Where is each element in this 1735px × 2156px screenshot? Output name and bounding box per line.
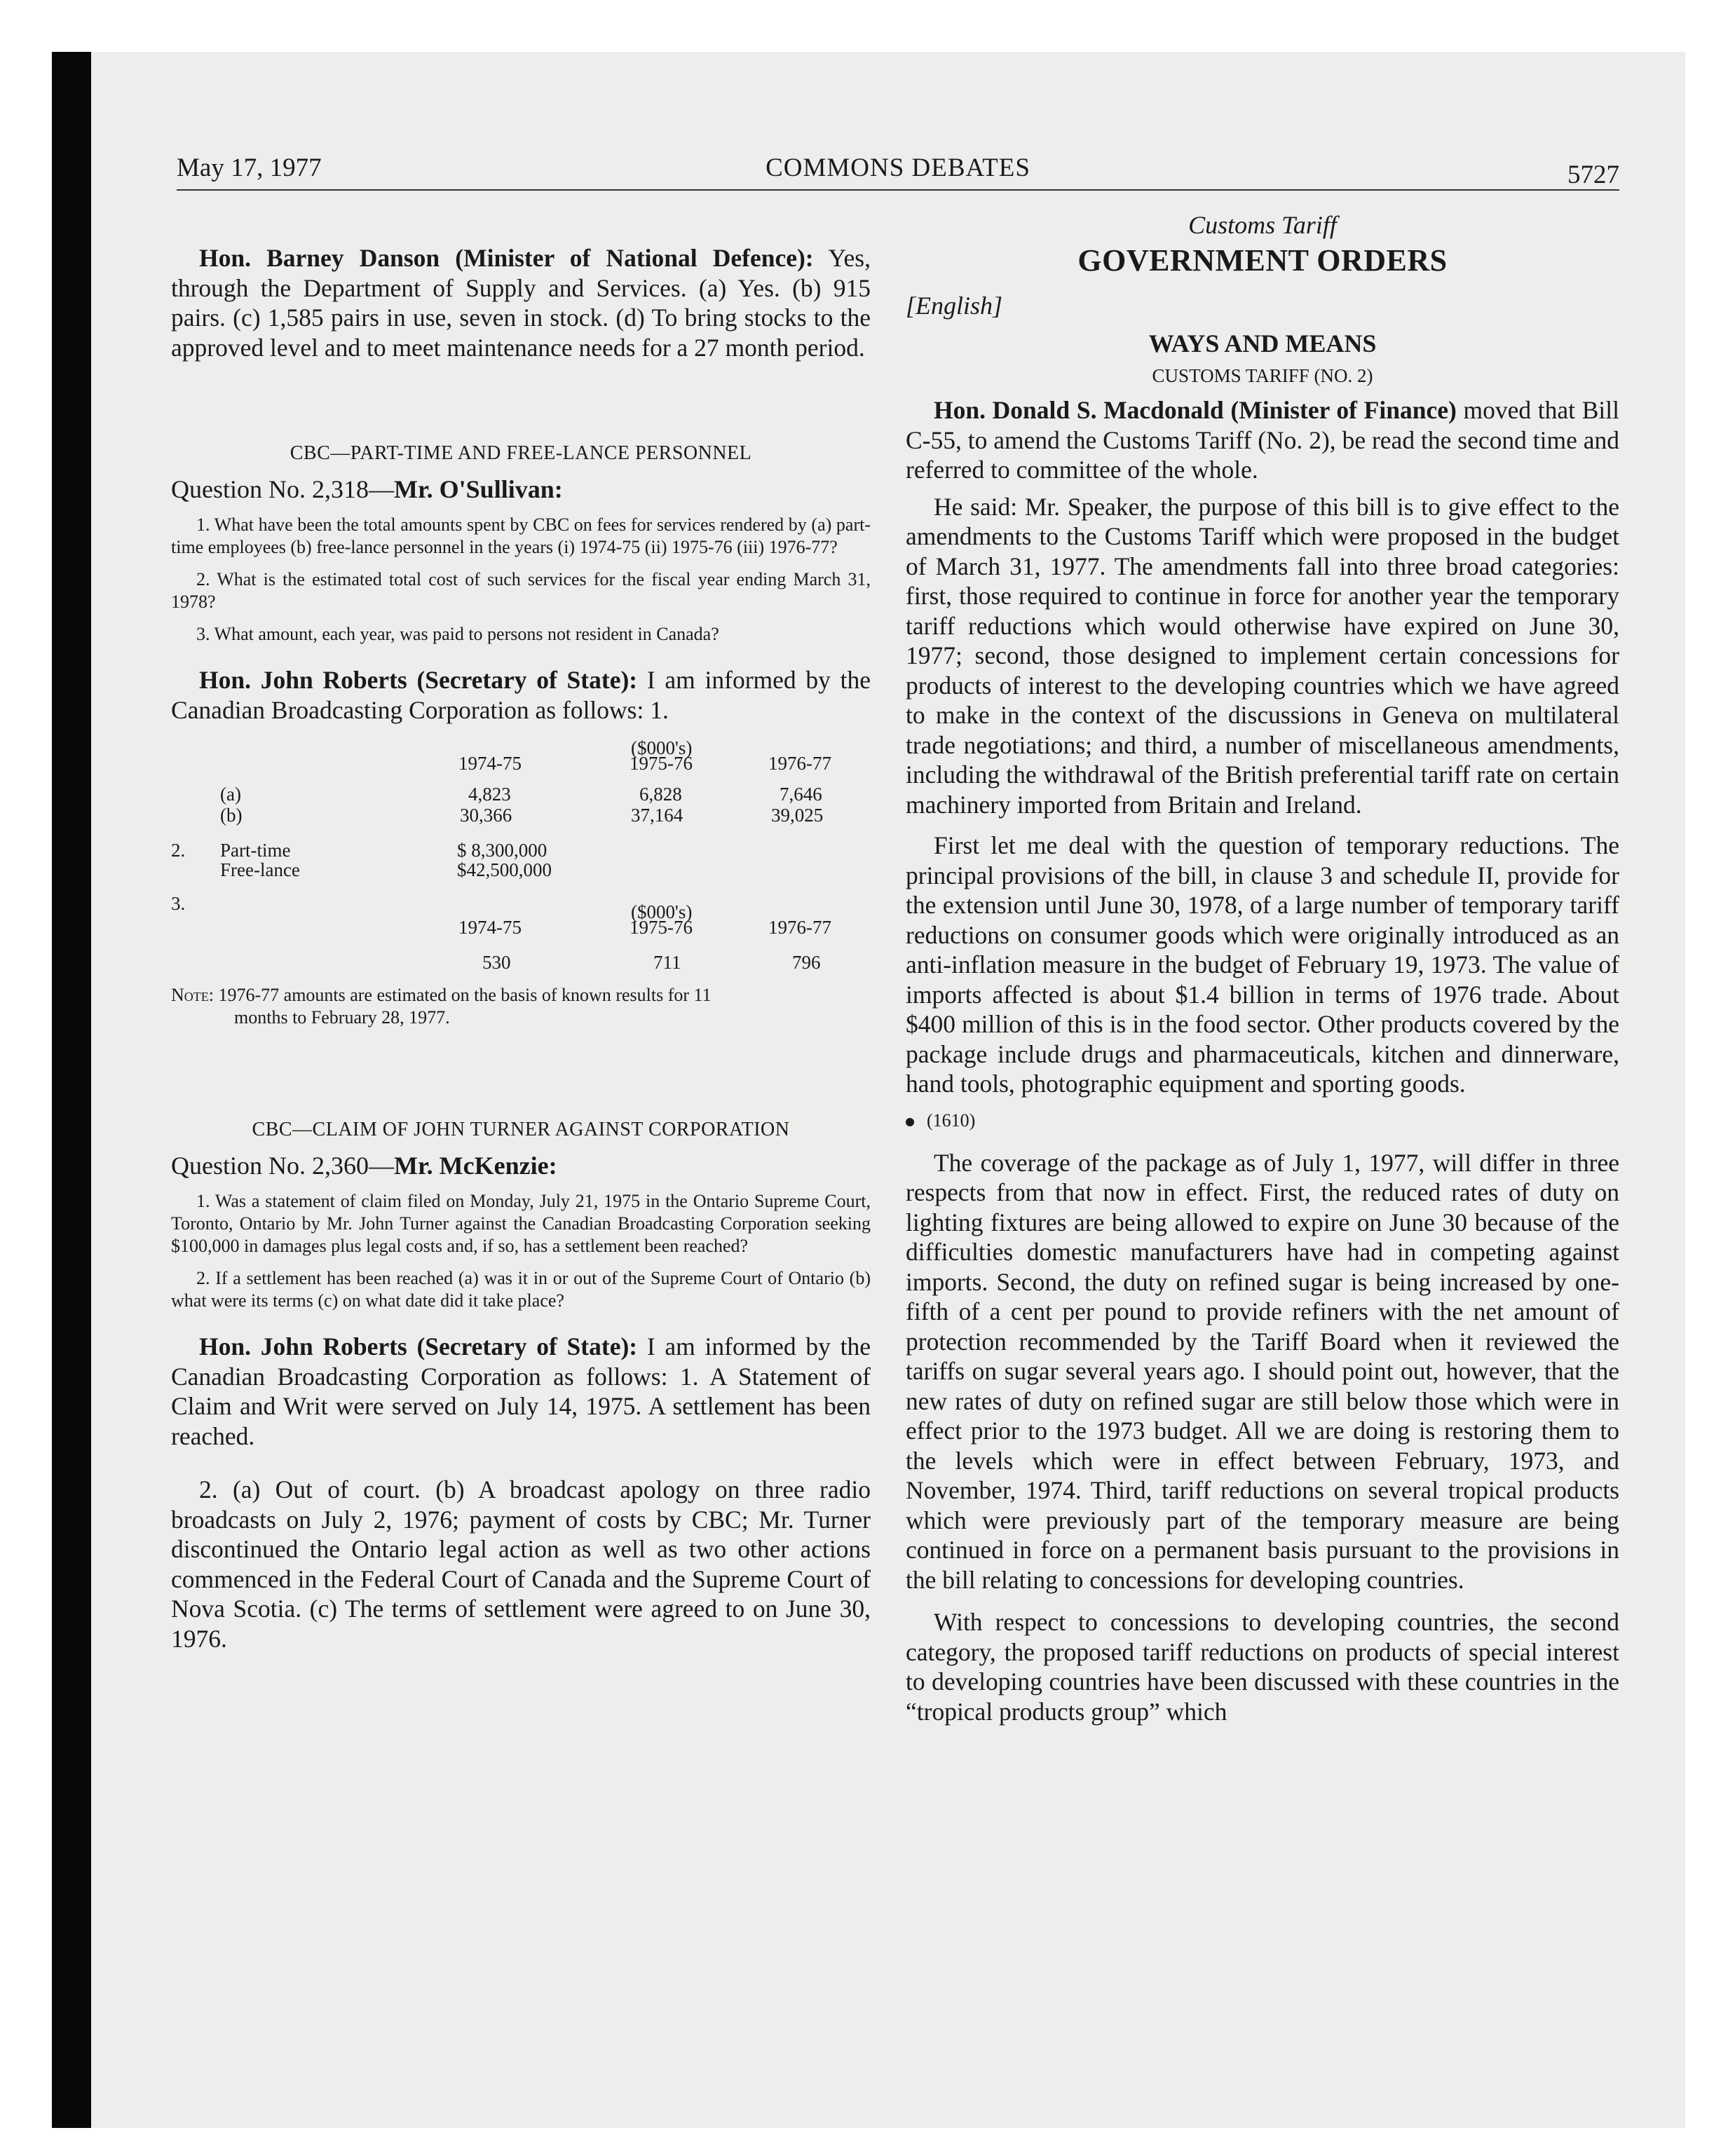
q2318-question-head (171, 475, 871, 504)
running-subject: Customs Tariff (1188, 211, 1337, 239)
scan-edge (52, 52, 91, 2128)
answer-danson (171, 243, 871, 362)
q2318-note (171, 984, 871, 1007)
q2318-label: Question No. 2,318— (171, 475, 394, 503)
table-freelance-value: $42,500,000 (457, 859, 552, 880)
running-head (177, 153, 1619, 191)
table3-year-1: 1974-75 (458, 917, 522, 938)
speaker-roberts-1: Hon. John Roberts (Secretary of State): (199, 666, 638, 694)
q2318-answer-table (171, 737, 871, 976)
q2360-heading: CBC—CLAIM OF JOHN TURNER AGAINST CORPORATION (252, 1119, 790, 1140)
table-row-b-value-3: 39,025 (771, 805, 824, 826)
speaker-danson: Hon. Barney Danson (Minister of National Defence): (199, 244, 814, 272)
time-marker-text: (1610) (927, 1110, 976, 1131)
q2360-item-1: 1. Was a statement of claim filed on Monday, July 21, 1975 in the Ontario Supreme Court, Toronto, Ontario by Mr. John Turner against the Canadian Broadcasting Corporation seeking $100,000 in damages plus legal costs and, if so, has a settlement been reached? (171, 1191, 871, 1256)
note-label: Note: (171, 985, 214, 1005)
q2360-answer-text: I am informed by the Canadian Broadcasting Corporation as follows: 1. A Statement of Claim and Writ were served on July 14, 1975. A settlement has been reached. (171, 1332, 871, 1450)
table-row-a-label: (a) (220, 784, 241, 805)
table-year-3: 1976-77 (768, 753, 831, 774)
speech-para-4: With respect to concessions to developing countries, the second category, the proposed tariff reductions on products of special interest to developing countries have been discussed with these countries in the “tropical products group” which (906, 1608, 1619, 1726)
q2318-heading: CBC—PART-TIME AND FREE-LANCE PERSONNEL (290, 442, 752, 464)
table-year-1: 1974-75 (458, 753, 522, 774)
speaker-macdonald: Hon. Donald S. Macdonald (Minister of Finance) (934, 396, 1457, 424)
section-government-orders: GOVERNMENT ORDERS (1077, 243, 1448, 278)
q2318-answer-text: I am informed by the Canadian Broadcasting Corporation as follows: 1. (171, 666, 871, 724)
answer-danson-text: Yes, through the Department of Supply and Services. (a) Yes. (b) 915 pairs. (c) 1,585 pairs in use, seven in stock. (d) To bring stocks to the approved level and to meet maintenance needs for a 27 month period. (171, 244, 871, 362)
q2360-question-head (171, 1151, 871, 1180)
speech-para-2: First let me deal with the question of temporary reductions. The principal provisions of the bill, in clause 3 and schedule II, provide for the extension until June 30, 1978, of a large number of temporary tariff reductions on consumer goods which were originally introduced as an anti-inflation measure in the budget of February 19, 1973. The value of imports affected is about $1.4 billion in terms of 1976 trade. About $400 million of this is in the food sector. Other products covered by the package include drugs and pharmaceuticals, kitchen and dinnerware, hand tools, photographic equipment and sporting goods. (906, 831, 1619, 1098)
q2318-item-1: 1. What have been the total amounts spent by CBC on fees for services rendered by (a) part-time employees (b) free-lance personnel in the years (i) 1974-75 (ii) 1975-76 (iii) 1976-77? (171, 514, 871, 557)
speech-para-3: The coverage of the package as of July 1, 1977, will differ in three respects from that now in effect. First, the reduced rates of duty on lighting fixtures are being allowed to expire on June 30 because of the difficulties domestic manufacturers have had in competing against imports. Second, the duty on refined sugar is being increased by one-fifth of a cent per pound to provide refiners with the net amount of protection recommended by the Tariff Board when it reviewed the tariffs on sugar several years ago. I should point out, however, that the new rates of duty on refined sugar are still below those which were in effect prior to the 1973 budget. All we are doing is restoring them to the levels which were in effect between February, 1973, and November, 1974. Third, tariff reductions on several tropical products which were previously part of the temporary measure are being continued in force on a permanent basis pursuant to the provisions in the bill relating to concessions for developing countries. (906, 1148, 1619, 1594)
q2360-answer (171, 1332, 871, 1451)
bullet-icon (906, 1118, 914, 1126)
table3-year-3: 1976-77 (768, 917, 831, 938)
header-date: May 17, 1977 (177, 153, 322, 182)
table3-value-3: 796 (792, 952, 821, 973)
time-marker (906, 1110, 1619, 1131)
table-parttime-value: $ 8,300,000 (457, 840, 547, 861)
speech-para-1: He said: Mr. Speaker, the purpose of this bill is to give effect to the amendments to the Customs Tariff which were proposed in the budget of March 31, 1977. The amendments fall into three broad categories: first, those required to continue in force for another year the temporary tariff reductions which would otherwise have expired on June 30, 1977; second, those designed to implement certain concessions for products of interest to the developing countries which we have agreed to make in the context of the discussions in Geneva on multilateral trade negotiations; and third, a number of miscellaneous amendments, including the withdrawal of the British preferential tariff rate on certain machinery imported from Britain and Ireland. (906, 492, 1619, 819)
q2360-member: Mr. McKenzie: (394, 1152, 557, 1180)
q2360-label: Question No. 2,360— (171, 1152, 394, 1180)
left-column (171, 210, 871, 1653)
table3-value-1: 530 (482, 952, 511, 973)
q2318-note-continued: months to February 28, 1977. (234, 1007, 450, 1028)
table-row-a-value-3: 7,646 (780, 784, 822, 805)
header-page-number: 5727 (1567, 161, 1619, 189)
table-row-b-value-1: 30,366 (460, 805, 512, 826)
q2360-item-2: 2. If a settlement has been reached (a) was it in or out of the Supreme Court of Ontario (b) what were its terms (c) on what date did it take place? (171, 1268, 871, 1311)
table-item-3-number: 3. (171, 893, 186, 914)
q2318-answer (171, 665, 871, 725)
table-unit-header-3: ($000's) (631, 901, 693, 922)
table-parttime-label: Part-time (220, 840, 291, 861)
language-marker: [English] (906, 292, 1003, 320)
table-item-2-number: 2. (171, 840, 186, 861)
motion-paragraph (906, 395, 1619, 485)
right-column (906, 210, 1619, 1726)
table-year-2: 1975-76 (630, 753, 693, 774)
speaker-roberts-2: Hon. John Roberts (Secretary of State): (199, 1332, 638, 1360)
table3-value-2: 711 (653, 952, 681, 973)
q2318-item-2: 2. What is the estimated total cost of such services for the fiscal year ending March 31, 1978? (171, 569, 871, 612)
table-row-a-value-1: 4,823 (468, 784, 511, 805)
table-row-a-value-2: 6,828 (639, 784, 682, 805)
header-title: COMMONS DEBATES (766, 153, 1030, 182)
q2318-member: Mr. O'Sullivan: (394, 475, 563, 503)
table-unit-header: ($000's) (631, 737, 693, 758)
q2360-answer-para-2: 2. (a) Out of court. (b) A broadcast apology on three radio broadcasts on July 2, 1976; payment of costs by CBC; Mr. Turner discontinued the Ontario legal action as well as two other actions commenced in the Federal Court of Canada and the Supreme Court of Nova Scotia. (c) The terms of settlement were agreed to on June 30, 1976. (171, 1475, 871, 1653)
motion-text: moved that Bill C-55, to amend the Customs Tariff (No. 2), be read the second time and referred to committee of the whole. (906, 396, 1619, 484)
table3-year-2: 1975-76 (630, 917, 693, 938)
customs-tariff-subhead: CUSTOMS TARIFF (NO. 2) (1152, 365, 1373, 386)
table-row-b-label: (b) (220, 805, 243, 826)
table-freelance-label: Free-lance (220, 859, 300, 880)
q2318-item-3: 3. What amount, each year, was paid to persons not resident in Canada? (196, 624, 719, 644)
table-row-b-value-2: 37,164 (631, 805, 683, 826)
ways-and-means-heading: WAYS AND MEANS (1148, 329, 1377, 357)
note-text: 1976-77 amounts are estimated on the basis of known results for 11 (214, 985, 712, 1005)
